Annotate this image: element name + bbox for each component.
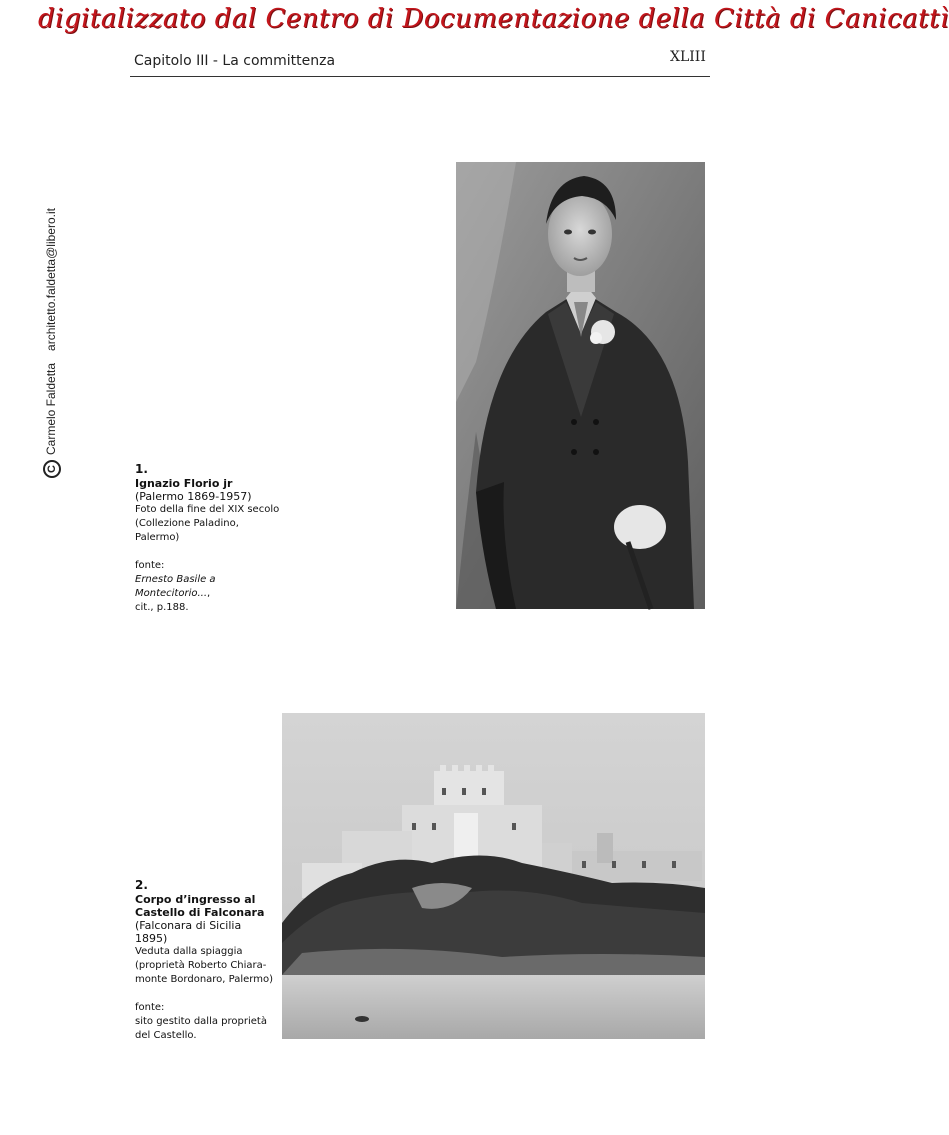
figure-2-description-line: (proprietà Roberto Chiara- — [135, 960, 267, 971]
figure-1-description-line: Foto della fine del XIX secolo — [135, 504, 280, 515]
figure-2-description-line: Veduta dalla spiaggia — [135, 946, 243, 957]
figure-2-subtitle: (Falconara di Sicilia — [135, 919, 242, 932]
figure-2-caption — [135, 878, 280, 1043]
chapter-title: Capitolo III - La committenza — [134, 53, 336, 69]
page-number: XLIII — [670, 49, 706, 65]
figure-1-source-tail: cit., p.188. — [135, 602, 189, 613]
figure-1-source-italic: Montecitorio... — [135, 588, 208, 599]
digitization-watermark: digitalizzato dal Centro di Documentazione della Città di Canicattì — [38, 4, 949, 34]
figure-1-description-line: (Collezione Paladino, — [135, 518, 239, 529]
figure-2-source-line: del Castello. — [135, 1030, 197, 1041]
author-name: Carmelo Faldetta — [44, 362, 59, 455]
author-email: architetto.faldetta@libero.it — [44, 208, 59, 351]
figure-2-number: 2. — [135, 878, 148, 892]
figure-2-source-line: sito gestito dalla proprietà — [135, 1016, 267, 1027]
portrait-photo — [456, 162, 705, 609]
figure-2-description-line: monte Bordonaro, Palermo) — [135, 974, 273, 985]
figure-2-title: Castello di Falconara — [135, 906, 265, 919]
figure-1-number: 1. — [135, 462, 148, 476]
figure-1-source-suffix: , — [207, 588, 211, 599]
figure-1-subtitle: (Palermo 1869-1957) — [135, 490, 252, 503]
figure-1-source-label: fonte: — [135, 560, 165, 571]
copyright-credit — [43, 208, 61, 478]
figure-1-caption — [135, 462, 295, 615]
figure-1-title: Ignazio Florio jr — [135, 477, 233, 490]
figure-1-source-italic: Ernesto Basile a — [135, 574, 216, 585]
figure-2-subtitle: 1895) — [135, 932, 168, 945]
header-rule — [130, 76, 710, 77]
copyright-icon: C — [43, 460, 61, 478]
figure-2-title: Corpo d’ingresso al — [135, 893, 256, 906]
figure-1-description-line: Palermo) — [135, 532, 180, 543]
figure-2-source-label: fonte: — [135, 1002, 165, 1013]
castle-photo — [282, 713, 705, 1039]
